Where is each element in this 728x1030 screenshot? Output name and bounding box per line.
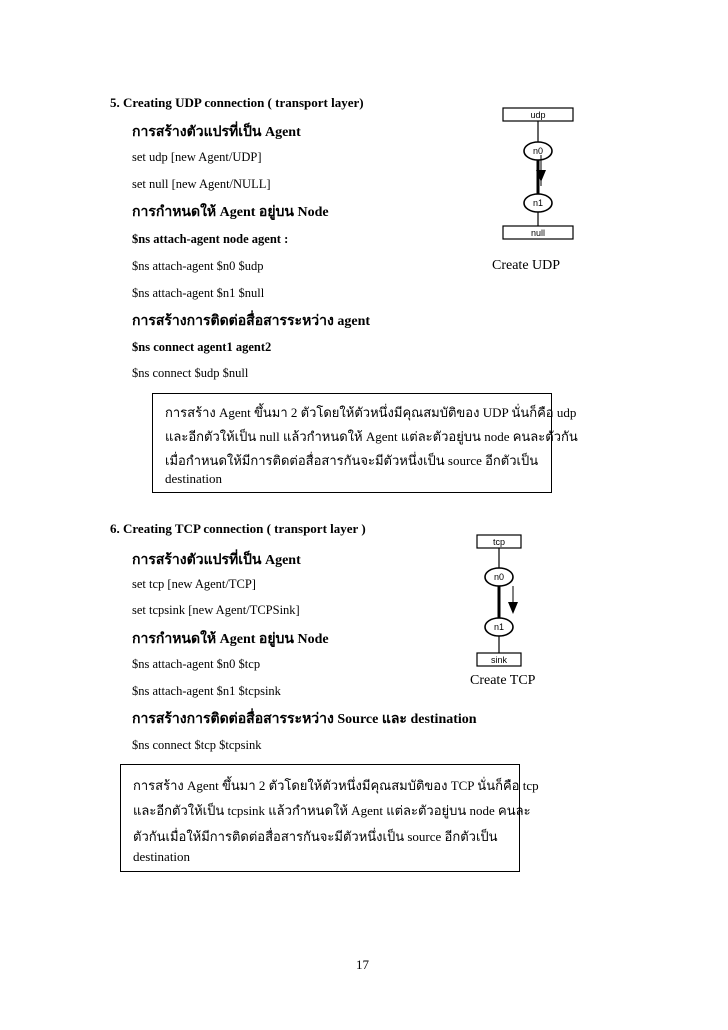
tcp-diagram [460, 530, 570, 675]
code-connect-syntax: $ns connect agent1 agent2 [132, 340, 272, 354]
note-line: การสร้าง Agent ขึ้นมา 2 ตัวโดยให้ตัวหนึ่งมีคุณสมบัติของ UDP นั่นก็คือ udp [165, 405, 577, 420]
note-line: การสร้าง Agent ขึ้นมา 2 ตัวโดยให้ตัวหนึ่งมีคุณสมบัติของ TCP นั่นก็คือ tcp [133, 778, 539, 793]
tcp-diagram-caption: Create TCP [470, 673, 536, 688]
udp-diagram [480, 100, 590, 275]
page-number: 17 [356, 957, 369, 972]
section5-heading: 5. Creating UDP connection ( transport layer) [110, 95, 364, 110]
null-agent-label: null [530, 228, 546, 238]
code-attach-n0: $ns attach-agent $n0 $udp [132, 259, 264, 273]
sink-agent-label: sink [490, 655, 508, 665]
node-n0-label: n0 [493, 572, 505, 582]
node-n1-label: n1 [532, 198, 544, 208]
udp-agent-label: udp [530, 110, 546, 120]
section5-subheading-attach: การกำหนดให้ Agent อยู่บน Node [132, 205, 329, 220]
note-line: ตัวกันเมื่อให้มีการติดต่อสื่อสารกันจะมีตัวหนึ่งเป็น source อีกตัวเป็น [133, 829, 498, 844]
udp-diagram-caption: Create UDP [492, 258, 561, 273]
section6-note-box [120, 764, 539, 872]
node-n1-label: n1 [493, 622, 505, 632]
code-line-set-tcp: set tcp [new Agent/TCP] [132, 577, 256, 591]
code-attach-n0: $ns attach-agent $n0 $tcp [132, 657, 261, 671]
code-connect-line: $ns connect $udp $null [132, 366, 249, 380]
code-attach-syntax: $ns attach-agent node agent : [132, 232, 289, 246]
code-connect-line: $ns connect $tcp $tcpsink [132, 738, 262, 752]
code-line-set-tcpsink: set tcpsink [new Agent/TCPSink] [132, 603, 300, 617]
code-attach-n1: $ns attach-agent $n1 $tcpsink [132, 684, 281, 698]
section6-subheading-variables: การสร้างตัวแปรที่เป็น Agent [132, 553, 301, 568]
section6-subheading-connect: การสร้างการติดต่อสื่อสารระหว่าง Source และ destination [132, 712, 477, 727]
arrow-head [508, 602, 518, 614]
section6-subheading-attach: การกำหนดให้ Agent อยู่บน Node [132, 632, 329, 647]
section5-subheading-variables: การสร้างตัวแปรที่เป็น Agent [132, 125, 301, 140]
note-line: เมื่อกำหนดให้มีการติดต่อสื่อสารกันจะมีตัวหนึ่งเป็น source อีกตัวเป็น [165, 453, 539, 468]
note-line: destination [133, 849, 191, 864]
tcp-agent-label: tcp [492, 537, 506, 547]
note-line: destination [165, 471, 223, 486]
section5-note-box [152, 393, 578, 493]
code-line-set-udp: set udp [new Agent/UDP] [132, 150, 262, 164]
node-n0-label: n0 [532, 146, 544, 156]
section5-subheading-connect: การสร้างการติดต่อสื่อสารระหว่าง agent [132, 314, 371, 329]
note-line: และอีกตัวให้เป็น tcpsink แล้วกำหนดให้ Agent แต่ละตัวอยู่บน node คนละ [133, 803, 531, 818]
code-line-set-null: set null [new Agent/NULL] [132, 177, 271, 191]
note-line: และอีกตัวให้เป็น null แล้วกำหนดให้ Agent แต่ละตัวอยู่บน node คนละตัวกัน [165, 429, 578, 444]
section6-heading: 6. Creating TCP connection ( transport layer ) [110, 521, 366, 536]
code-attach-n1: $ns attach-agent $n1 $null [132, 286, 265, 300]
